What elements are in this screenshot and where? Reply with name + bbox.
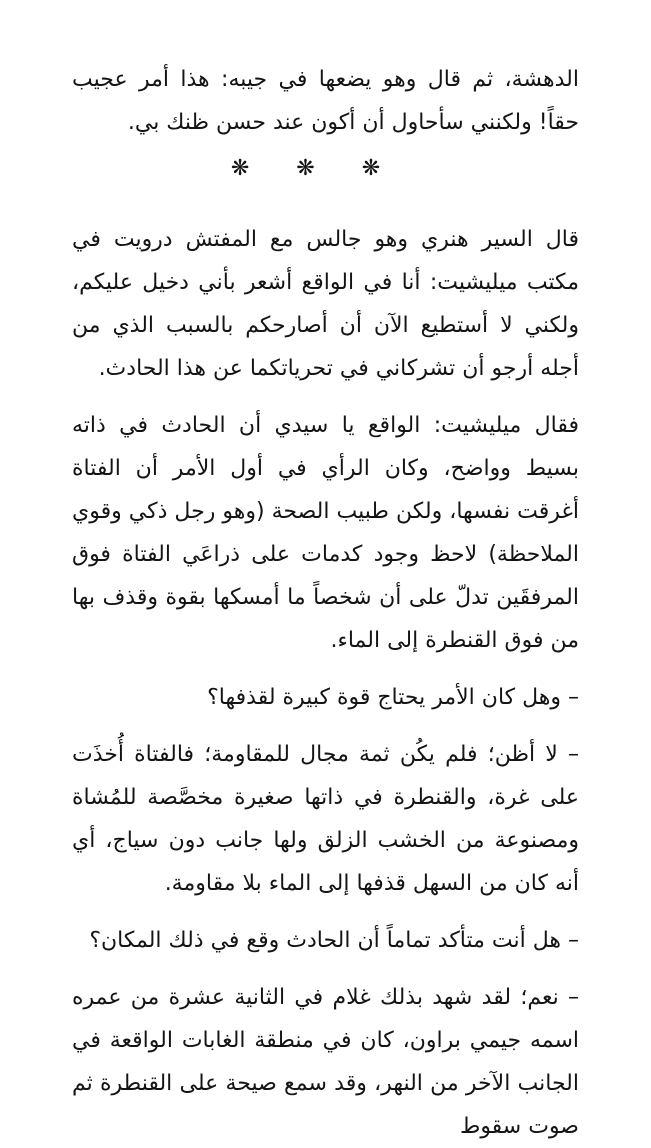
dialogue-line-1: – وهل كان الأمر يحتاج قوة كبيرة لقذفها؟ xyxy=(207,685,579,710)
dialogue-line-2: – لا أظن؛ فلم يكُن ثمة مجال للمقاومة؛ فالفتاة أُخذَت على غرة، والقنطرة في ذاتها صغيرة مخصَّصة للمُشاة ومصنوعة من الخشب الزلق ولها جانب دون سياج، أي أنه كان من السهل قذفها إلى الماء بلا مقاومة. xyxy=(72,742,579,896)
paragraph-1: الدهشة، ثم قال وهو يضعها في جيبه: هذا أمر عجيب حقاً! ولكنني سأحاول أن أكون عند حسن ظنك بي. xyxy=(72,67,579,135)
section-break-ornament: ❋ ❋ ❋ xyxy=(230,156,401,181)
dialogue-line-3: – هل أنت متأكد تماماً أن الحادث وقع في ذلك المكان؟ xyxy=(89,928,579,953)
paragraph-3: فقال ميليشيت: الواقع يا سيدي أن الحادث في ذاته بسيط وواضح، وكان الرأي في أول الأمر أن الفتاة أغرقت نفسها، ولكن طبيب الصحة (وهو رجل ذكي وقوي الملاحظة) لاحظ وجود كدمات على ذراعَي الفتاة فوق المرفقَين تدلّ على أن شخصاً ما أمسكها بقوة وقذف بها من فوق القنطرة إلى الماء. xyxy=(72,413,579,653)
paragraph-2: قال السير هنري وهو جالس مع المفتش درويت في مكتب ميليشيت: أنا في الواقع أشعر بأني دخيل عليكم، ولكني لا أستطيع الآن أن أصارحكم بالسبب الذي من أجله أرجو أن تشركاني في تحرياتكما عن هذا الحادث. xyxy=(72,227,579,381)
dialogue-line-4: – نعم؛ لقد شهد بذلك غلام في الثانية عشرة من عمره اسمه جيمي براون، كان في منطقة الغابات الواقعة في الجانب الآخر من النهر، وقد سمع صيحة على القنطرة ثم صوت سقوط xyxy=(72,985,579,1139)
